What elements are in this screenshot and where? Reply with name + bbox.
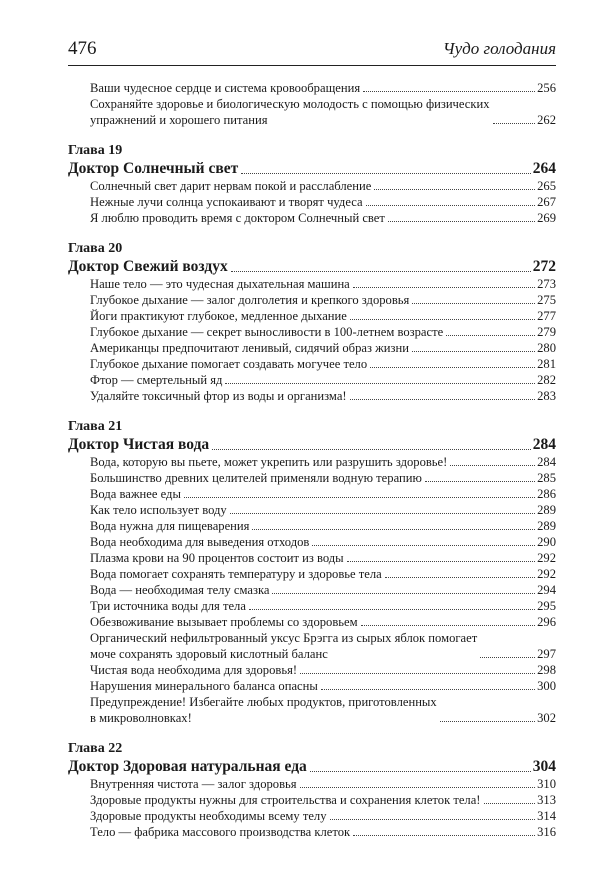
toc-entry-title: Вода нужна для пищеварения xyxy=(90,519,250,533)
toc-entry-title-line1: Органический нефильтрованный уксус Брэгга из сырых яблок помогает xyxy=(90,631,478,645)
leader-dots xyxy=(412,351,535,352)
toc-entry-page: 280 xyxy=(537,341,556,355)
toc-entry[interactable] xyxy=(68,518,556,534)
toc-entry[interactable] xyxy=(68,776,556,792)
leader-dots xyxy=(353,835,535,836)
chapter-22 xyxy=(68,740,556,840)
chapter-20 xyxy=(68,240,556,404)
toc-entry-page: 310 xyxy=(537,777,556,791)
toc-entry-title: Чистая вода необходима для здоровья! xyxy=(90,663,298,677)
chapter-21 xyxy=(68,418,556,726)
leader-dots xyxy=(480,657,535,658)
toc-entry-title: Солнечный свет дарит нервам покой и расслабление xyxy=(90,179,372,193)
leader-dots xyxy=(272,593,535,594)
toc-entry[interactable] xyxy=(68,534,556,550)
toc-entry-page: 316 xyxy=(537,825,556,839)
toc-entry-title: Вода важнее еды xyxy=(90,487,181,501)
leader-dots xyxy=(300,787,536,788)
toc-entry-title: Удаляйте токсичный фтор из воды и организма! xyxy=(90,389,347,403)
toc-entry[interactable] xyxy=(68,308,556,324)
toc-entry-page: 275 xyxy=(537,293,556,307)
toc-entry[interactable] xyxy=(68,486,556,502)
toc-entry-page: 292 xyxy=(537,551,556,565)
toc-entry-page: 262 xyxy=(537,113,556,127)
toc-entry-page: 277 xyxy=(537,309,556,323)
leader-dots xyxy=(388,221,535,222)
leader-dots xyxy=(374,189,535,190)
toc-entry-title: Здоровые продукты необходимы всему телу xyxy=(90,809,327,823)
leader-dots xyxy=(249,609,535,610)
chapter-title: Доктор Здоровая натуральная еда xyxy=(68,758,307,775)
toc-entry-page: 273 xyxy=(537,277,556,291)
toc-entry-title: Плазма крови на 90 процентов состоит из воды xyxy=(90,551,344,565)
toc-entry-title xyxy=(90,96,490,128)
leader-dots xyxy=(385,577,535,578)
toc-entry[interactable] xyxy=(68,502,556,518)
leader-dots xyxy=(412,303,535,304)
toc-entry-title: Обезвоживание вызывает проблемы со здоровьем xyxy=(90,615,358,629)
toc-entry-page: 256 xyxy=(537,81,556,95)
leader-dots xyxy=(484,803,536,804)
toc-entry[interactable] xyxy=(68,388,556,404)
leader-dots xyxy=(493,123,536,124)
leader-dots xyxy=(330,819,536,820)
toc-entry-page: 289 xyxy=(537,503,556,517)
leader-dots xyxy=(184,497,535,498)
running-title: Чудо голодания xyxy=(442,39,556,58)
toc-entry-page: 296 xyxy=(537,615,556,629)
toc-entry-page: 300 xyxy=(537,679,556,693)
leader-dots xyxy=(347,561,535,562)
toc-entry-title: Нарушения минерального баланса опасны xyxy=(90,679,318,693)
toc-entry[interactable] xyxy=(68,582,556,598)
leader-dots xyxy=(350,399,536,400)
toc-entry-title: Вода необходима для выведения отходов xyxy=(90,535,310,549)
toc-entry-title: Глубокое дыхание — секрет выносливости в 100-летнем возрасте xyxy=(90,325,444,339)
leader-dots xyxy=(361,625,536,626)
chapter-title: Доктор Свежий воздух xyxy=(68,258,228,275)
toc-entry-title: Большинство древних целителей применяли водную терапию xyxy=(90,471,422,485)
toc-entry-title: Ваши чудесное сердце и система кровообращения xyxy=(90,81,361,95)
toc-entry-title-line2: упражнений и хорошего питания xyxy=(90,113,268,127)
toc-entry-title: Американцы предпочитают ленивый, сидячий образ жизни xyxy=(90,341,409,355)
leader-dots xyxy=(225,383,535,384)
toc-entry[interactable] xyxy=(68,662,556,678)
toc-entry-page: 297 xyxy=(537,647,556,661)
toc-entry[interactable] xyxy=(68,356,556,372)
toc-entry[interactable] xyxy=(68,566,556,582)
leader-dots xyxy=(425,481,535,482)
chapter-title: Доктор Чистая вода xyxy=(68,436,210,453)
chapter-19 xyxy=(68,142,556,226)
toc-entry[interactable] xyxy=(68,80,556,96)
toc-entry-page: 286 xyxy=(537,487,556,501)
toc-entry[interactable] xyxy=(68,194,556,210)
toc-entry-title xyxy=(90,630,477,662)
toc-entry-page: 282 xyxy=(537,373,556,387)
leader-dots xyxy=(312,545,535,546)
chapter-title-row[interactable] xyxy=(68,435,556,454)
toc-entry-title-line1: Предупреждение! Избегайте любых продуктов, приготовленных xyxy=(90,695,437,709)
toc-entry-page: 313 xyxy=(537,793,556,807)
toc-entry-title: Я люблю проводить время с доктором Солнечный свет xyxy=(90,211,385,225)
toc-entry[interactable] xyxy=(68,630,556,662)
chapter-title-row[interactable] xyxy=(68,257,556,276)
toc-entry[interactable] xyxy=(68,454,556,470)
toc-entry-title: Глубокое дыхание — залог долголетия и крепкого здоровья xyxy=(90,293,410,307)
toc-entry[interactable] xyxy=(68,792,556,808)
toc-entry[interactable] xyxy=(68,372,556,388)
toc-entry-page: 279 xyxy=(537,325,556,339)
toc-entry[interactable] xyxy=(68,96,556,128)
toc-entry-page: 283 xyxy=(537,389,556,403)
leader-dots xyxy=(440,721,535,722)
toc-entry[interactable] xyxy=(68,178,556,194)
toc-entry-title: Как тело использует воду xyxy=(90,503,227,517)
toc-entry[interactable] xyxy=(68,678,556,694)
toc-entry-page: 294 xyxy=(537,583,556,597)
chapter-page: 272 xyxy=(532,258,556,275)
toc-entry-page: 267 xyxy=(537,195,556,209)
toc-entry-title-line2: в микроволновках! xyxy=(90,711,192,725)
leader-dots xyxy=(230,513,535,514)
toc-entry[interactable] xyxy=(68,598,556,614)
toc-entry[interactable] xyxy=(68,470,556,486)
toc-entry-page: 285 xyxy=(537,471,556,485)
leader-dots xyxy=(231,271,531,272)
toc-entry[interactable] xyxy=(68,614,556,630)
leader-dots xyxy=(446,335,535,336)
toc-entry-title: Глубокое дыхание помогает создавать могучее тело xyxy=(90,357,368,371)
chapter-page: 264 xyxy=(532,160,556,177)
toc-entry-title: Три источника воды для тела xyxy=(90,599,246,613)
toc-entry-title-line2: моче сохранять здоровый кислотный баланс xyxy=(90,647,328,661)
toc-entry[interactable] xyxy=(68,292,556,308)
page-header xyxy=(68,38,556,66)
chapter-page: 284 xyxy=(532,436,556,453)
chapter-label: Глава 21 xyxy=(68,419,123,434)
toc-entry-page: 302 xyxy=(537,711,556,725)
leader-dots xyxy=(363,91,535,92)
toc-entry-page: 290 xyxy=(537,535,556,549)
leader-dots xyxy=(321,689,535,690)
chapter-label: Глава 22 xyxy=(68,741,123,756)
leader-dots xyxy=(366,205,536,206)
toc-entry-title: Здоровые продукты нужны для строительства и сохранения клеток тела! xyxy=(90,793,481,807)
leader-dots xyxy=(212,449,531,450)
leader-dots xyxy=(300,673,535,674)
page-number: 476 xyxy=(68,38,97,59)
toc-entry-title: Йоги практикуют глубокое, медленное дыхание xyxy=(90,309,347,323)
chapter-label: Глава 20 xyxy=(68,241,123,256)
toc-entry-page: 289 xyxy=(537,519,556,533)
toc-entry[interactable] xyxy=(68,824,556,840)
toc-page xyxy=(68,38,556,854)
toc-entry-page: 314 xyxy=(537,809,556,823)
leader-dots xyxy=(252,529,535,530)
toc-entry-title: Наше тело — это чудесная дыхательная машина xyxy=(90,277,350,291)
toc-entry[interactable] xyxy=(68,340,556,356)
toc-entry-title: Вода — необходимая телу смазка xyxy=(90,583,270,597)
toc-entry-page: 284 xyxy=(537,455,556,469)
chapter-title: Доктор Солнечный свет xyxy=(68,160,239,177)
leader-dots xyxy=(353,287,535,288)
toc-continued-section xyxy=(68,80,556,128)
toc-entry-page: 298 xyxy=(537,663,556,677)
toc-entry[interactable] xyxy=(68,808,556,824)
leader-dots xyxy=(350,319,535,320)
toc-entry[interactable] xyxy=(68,210,556,226)
toc-entry-title: Вода, которую вы пьете, может укрепить или разрушить здоровье! xyxy=(90,455,448,469)
toc-entry[interactable] xyxy=(68,694,556,726)
toc-entry-title: Внутренняя чистота — залог здоровья xyxy=(90,777,297,791)
chapter-title-row[interactable] xyxy=(68,757,556,776)
leader-dots xyxy=(370,367,535,368)
leader-dots xyxy=(310,771,531,772)
toc-entry-title-line1: Сохраняйте здоровье и биологическую молодость с помощью физических xyxy=(90,97,490,111)
toc-entry[interactable] xyxy=(68,324,556,340)
toc-entry-title: Вода помогает сохранять температуру и здоровье тела xyxy=(90,567,382,581)
chapter-title-row[interactable] xyxy=(68,159,556,178)
toc-entry-page: 292 xyxy=(537,567,556,581)
toc-entry[interactable] xyxy=(68,550,556,566)
toc-entry-page: 265 xyxy=(537,179,556,193)
toc-entry-page: 269 xyxy=(537,211,556,225)
toc-entry-title xyxy=(90,694,437,726)
leader-dots xyxy=(450,465,535,466)
leader-dots xyxy=(241,173,531,174)
toc-entry-title: Тело — фабрика массового производства клеток xyxy=(90,825,351,839)
toc-entry[interactable] xyxy=(68,276,556,292)
chapter-page: 304 xyxy=(532,758,556,775)
toc-entry-title: Нежные лучи солнца успокаивают и творят чудеса xyxy=(90,195,363,209)
chapter-label: Глава 19 xyxy=(68,143,123,158)
toc-entry-page: 295 xyxy=(537,599,556,613)
toc-entry-title: Фтор — смертельный яд xyxy=(90,373,223,387)
toc-entry-page: 281 xyxy=(537,357,556,371)
